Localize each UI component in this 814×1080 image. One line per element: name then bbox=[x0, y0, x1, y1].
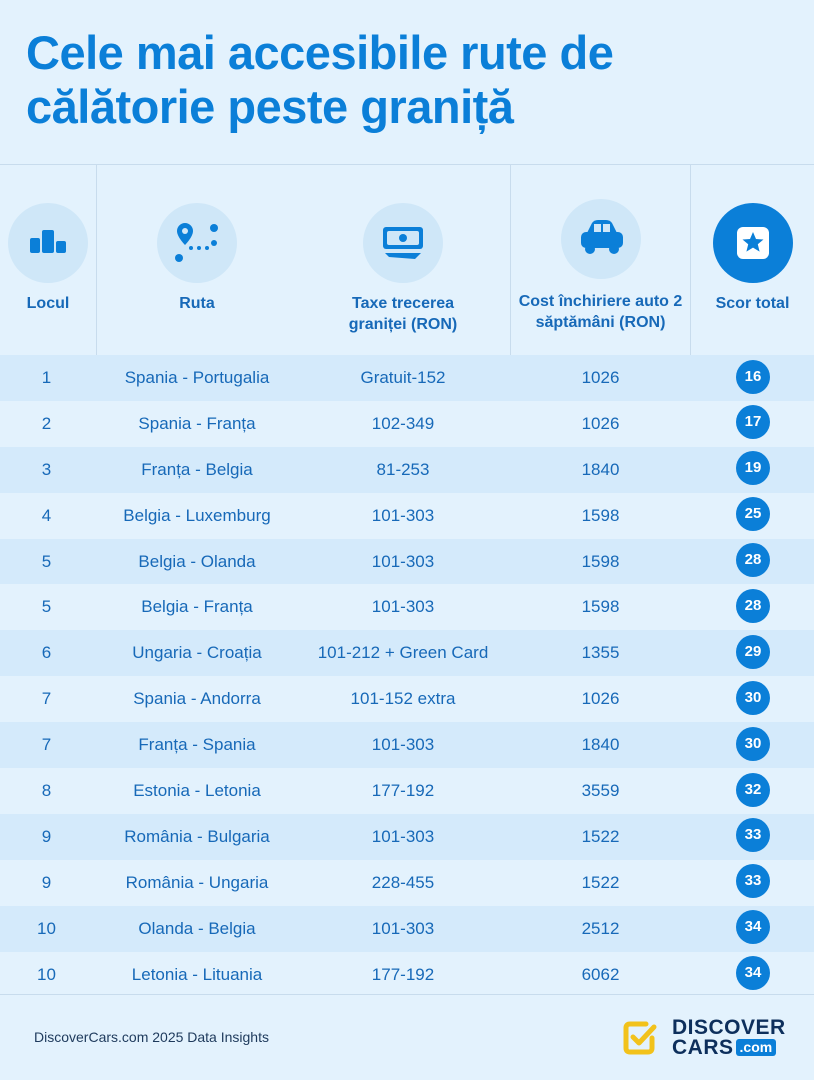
rental-cost-cell: 1840 bbox=[581, 735, 620, 755]
score-badge: 33 bbox=[736, 818, 770, 852]
border-fees-cell: 101-303 bbox=[371, 735, 435, 755]
rank-cell: 7 bbox=[41, 735, 52, 755]
score-badge: 33 bbox=[736, 864, 770, 898]
border-fees-cell: 177-192 bbox=[371, 781, 435, 801]
border-fees-cell: 101-212 + Green Card bbox=[317, 643, 489, 663]
route-cell: Belgia - Olanda bbox=[138, 551, 256, 571]
border-fees-cell: 101-303 bbox=[371, 826, 435, 846]
table-row bbox=[0, 630, 814, 676]
score-cell bbox=[692, 447, 814, 493]
border-fees-cell: 101-152 extra bbox=[350, 689, 456, 709]
score-cell bbox=[692, 539, 814, 585]
table-row bbox=[0, 860, 814, 906]
score-cell bbox=[692, 952, 814, 998]
route-cell: Letonia - Lituania bbox=[131, 964, 263, 984]
score-cell bbox=[692, 860, 814, 906]
score-cell bbox=[692, 401, 814, 447]
money-icon bbox=[363, 203, 443, 283]
rental-cost-cell: 1598 bbox=[581, 597, 620, 617]
route-cell: Ungaria - Croația bbox=[132, 643, 262, 663]
score-badge: 28 bbox=[736, 589, 770, 623]
table-row bbox=[0, 952, 814, 998]
border-fees-cell: 228-455 bbox=[371, 872, 435, 892]
route-cell: Belgia - Franța bbox=[141, 597, 253, 617]
table-row bbox=[0, 768, 814, 814]
border-fees-cell: Gratuit-152 bbox=[360, 368, 446, 387]
table-row bbox=[0, 493, 814, 539]
route-cell: Spania - Franța bbox=[138, 413, 256, 433]
rental-cost-cell: 1355 bbox=[581, 643, 620, 663]
score-cell bbox=[692, 906, 814, 952]
podium-icon bbox=[8, 203, 88, 283]
star-icon bbox=[713, 203, 793, 283]
score-badge: 16 bbox=[736, 360, 770, 394]
logo-text-cars bbox=[672, 1038, 776, 1058]
score-cell bbox=[692, 355, 814, 401]
logo-text-cars-word: CARS bbox=[672, 1036, 734, 1059]
rank-cell: 1 bbox=[41, 368, 52, 387]
border-fees-cell: 101-303 bbox=[371, 597, 435, 617]
header-fees bbox=[297, 165, 509, 355]
border-fees-cell: 101-303 bbox=[371, 918, 435, 938]
score-badge: 25 bbox=[736, 497, 770, 531]
score-badge: 32 bbox=[736, 773, 770, 807]
border-fees-cell: 81-253 bbox=[376, 459, 430, 479]
rental-cost-cell: 1598 bbox=[581, 505, 620, 525]
header-label-route: Ruta bbox=[179, 295, 215, 312]
header-route bbox=[97, 165, 297, 355]
score-cell bbox=[692, 493, 814, 539]
table-bottom-divider bbox=[0, 994, 814, 995]
rank-cell: 10 bbox=[37, 918, 56, 938]
rental-cost-cell: 6062 bbox=[581, 964, 620, 984]
score-badge: 19 bbox=[736, 451, 770, 485]
table-header bbox=[0, 165, 814, 355]
score-cell bbox=[692, 676, 814, 722]
rank-cell: 4 bbox=[41, 505, 52, 525]
score-badge: 30 bbox=[736, 681, 770, 715]
rental-cost-cell: 1026 bbox=[581, 689, 620, 709]
route-cell: Estonia - Letonia bbox=[133, 781, 261, 801]
header-score bbox=[691, 165, 814, 355]
table-row bbox=[0, 355, 814, 401]
route-cell: Franța - Belgia bbox=[141, 459, 253, 479]
header-label-rank: Locul bbox=[26, 295, 70, 312]
table-body bbox=[0, 355, 814, 997]
table-row bbox=[0, 676, 814, 722]
rank-cell: 3 bbox=[41, 459, 52, 479]
rental-cost-cell: 1522 bbox=[581, 872, 620, 892]
border-fees-cell: 101-303 bbox=[371, 505, 435, 525]
score-cell bbox=[692, 630, 814, 676]
score-badge: 29 bbox=[736, 635, 770, 669]
discover-cars-logo bbox=[622, 1018, 792, 1058]
route-cell: Spania - Andorra bbox=[133, 689, 261, 709]
score-badge: 17 bbox=[736, 405, 770, 439]
border-fees-cell: 101-303 bbox=[371, 551, 435, 571]
logo-check-icon bbox=[622, 1020, 658, 1056]
header-label-score: Scor total bbox=[715, 295, 790, 312]
header-rental bbox=[511, 165, 690, 355]
rank-cell: 5 bbox=[41, 597, 52, 617]
score-cell bbox=[692, 584, 814, 630]
car-icon bbox=[561, 199, 641, 279]
table-row bbox=[0, 447, 814, 493]
score-badge: 30 bbox=[736, 727, 770, 761]
table-row bbox=[0, 722, 814, 768]
route-cell: Spania - Portugalia bbox=[124, 368, 270, 387]
route-icon bbox=[157, 203, 237, 283]
rank-cell: 7 bbox=[41, 689, 52, 709]
table-row bbox=[0, 401, 814, 447]
border-fees-cell: 177-192 bbox=[371, 964, 435, 984]
table-row bbox=[0, 539, 814, 585]
header-label-rental: Cost închiriere auto 2 săptămâni (RON) bbox=[518, 293, 683, 331]
score-badge: 34 bbox=[736, 956, 770, 990]
logo-com-badge: .com bbox=[736, 1039, 777, 1056]
route-cell: Franța - Spania bbox=[138, 735, 256, 755]
rental-cost-cell: 1840 bbox=[581, 459, 620, 479]
logo-text-discover: DISCOVER bbox=[672, 1016, 786, 1039]
route-cell: România - Ungaria bbox=[125, 872, 269, 892]
score-cell bbox=[692, 814, 814, 860]
border-fees-cell: 102-349 bbox=[371, 413, 435, 433]
route-cell: România - Bulgaria bbox=[124, 826, 270, 846]
rank-cell: 8 bbox=[41, 781, 52, 801]
rank-cell: 9 bbox=[41, 826, 52, 846]
header-label-fees: Taxe trecerea graniței (RON) bbox=[348, 295, 458, 333]
table-row bbox=[0, 814, 814, 860]
rental-cost-cell: 2512 bbox=[581, 918, 620, 938]
rental-cost-cell: 1522 bbox=[581, 826, 620, 846]
table-row bbox=[0, 906, 814, 952]
rank-cell: 6 bbox=[41, 643, 52, 663]
rank-cell: 2 bbox=[41, 413, 52, 433]
rental-cost-cell: 1026 bbox=[581, 413, 620, 433]
route-cell: Olanda - Belgia bbox=[138, 918, 256, 938]
score-badge: 34 bbox=[736, 910, 770, 944]
header-rank bbox=[0, 165, 96, 355]
route-cell: Belgia - Luxemburg bbox=[123, 505, 271, 525]
rental-cost-cell: 1598 bbox=[581, 551, 620, 571]
source-note: DiscoverCars.com 2025 Data Insights bbox=[34, 1029, 269, 1045]
score-badge: 28 bbox=[736, 543, 770, 577]
rental-cost-cell: 3559 bbox=[581, 781, 620, 801]
score-cell bbox=[692, 768, 814, 814]
rank-cell: 9 bbox=[41, 872, 52, 892]
score-cell bbox=[692, 722, 814, 768]
table-row bbox=[0, 584, 814, 630]
rank-cell: 10 bbox=[37, 964, 56, 984]
page-title: Cele mai accesibile rute de călătorie peste graniță bbox=[26, 26, 614, 133]
rental-cost-cell: 1026 bbox=[581, 368, 620, 387]
rank-cell: 5 bbox=[41, 551, 52, 571]
